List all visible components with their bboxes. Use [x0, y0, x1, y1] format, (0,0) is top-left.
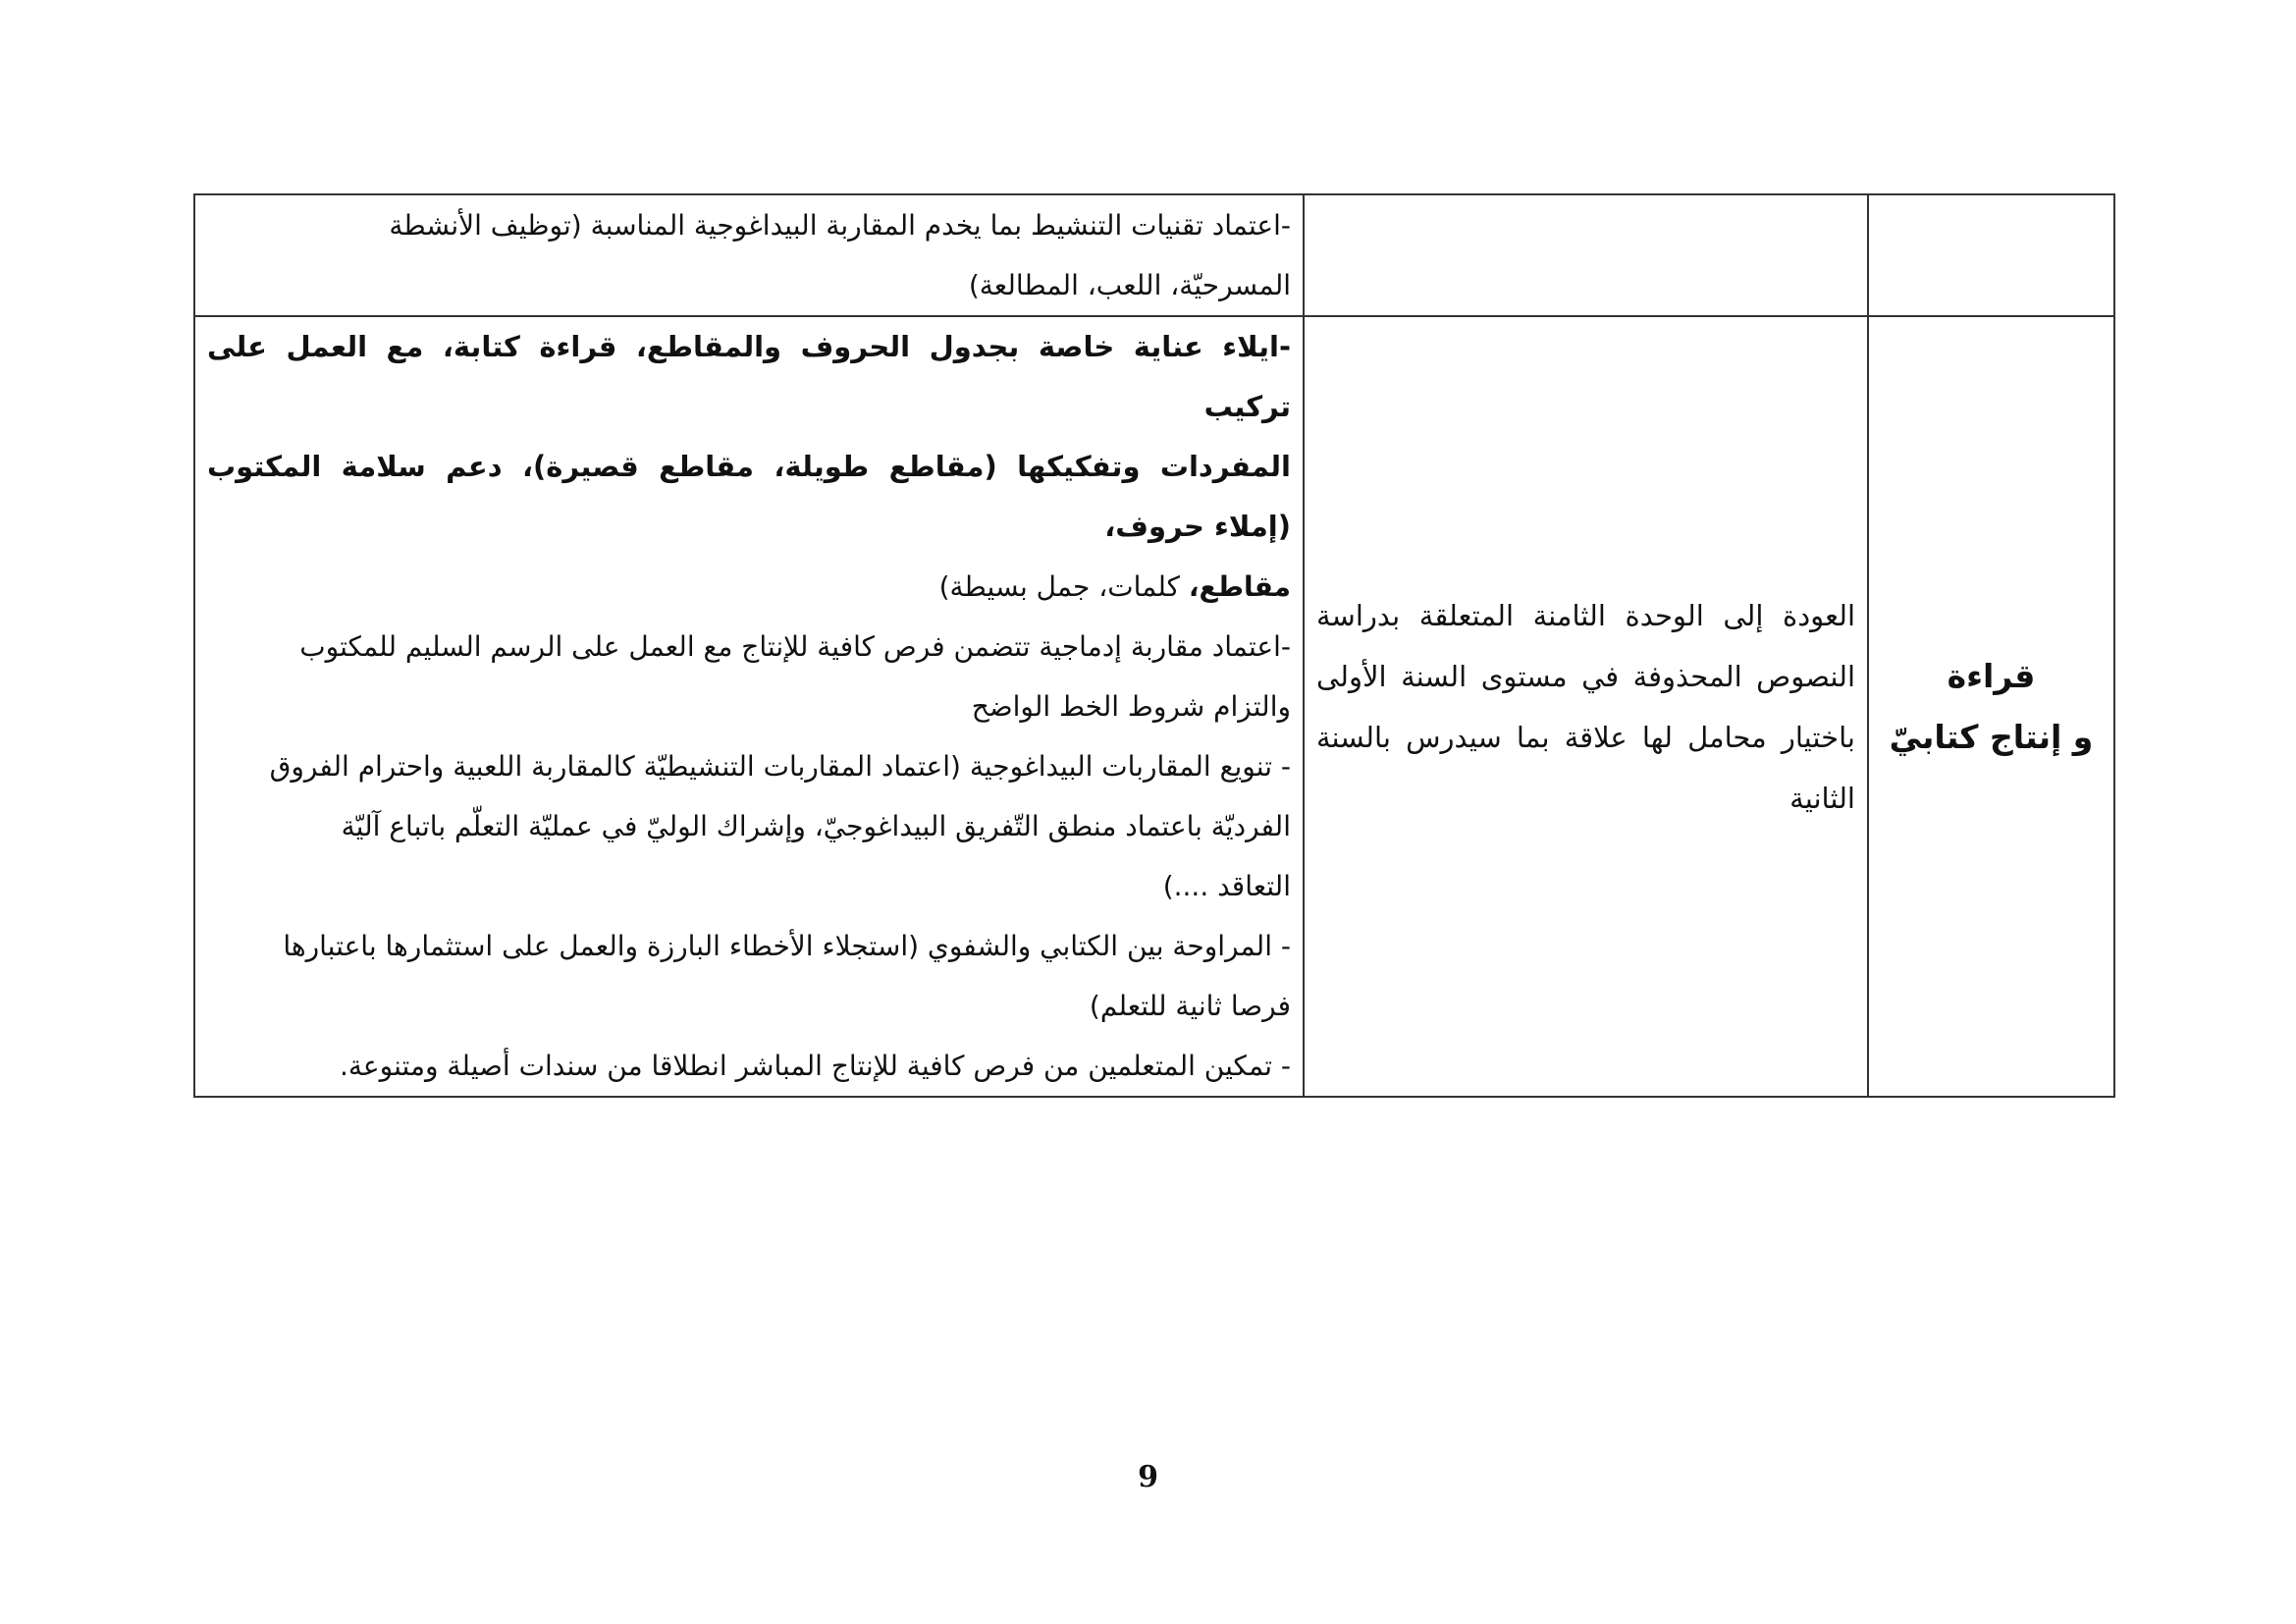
remedy-line: والتزام شروط الخط الواضح	[971, 690, 1291, 723]
content-cell: العودة إلى الوحدة الثامنة المتعلقة بدراسة النصوص المحذوفة في مستوى السنة الأولى باختيار محامل لها علاقة بما سيدرس بالسنة الثانية	[1304, 316, 1868, 1097]
subject-cell-empty	[1868, 194, 2114, 316]
subject-cell	[1868, 316, 2114, 1097]
remedy-line: فرصا ثانية للتعلم)	[1089, 990, 1291, 1022]
remedy-line: -ايلاء عناية خاصة بجدول الحروف والمقاطع، قراءة كتابة، مع العمل على تركيب	[207, 330, 1291, 423]
content-cell-empty	[1304, 194, 1868, 316]
remedy-line: المسرحيّة، اللعب، المطالعة)	[968, 269, 1291, 301]
table-row	[194, 316, 2114, 1097]
remedy-line: الفرديّة باعتماد منطق التّفريق البيداغوجيّ، وإشراك الوليّ في عمليّة التعلّم باتباع آليّة	[341, 810, 1291, 842]
subject-subtitle: و إنتاج كتابيّ	[1889, 717, 2094, 756]
remedy-line: - المراوحة بين الكتابي والشفوي (استجلاء الأخطاء البارزة والعمل على استثمارها باعتبارها	[283, 930, 1291, 962]
subject-title: قراءة	[1947, 656, 2036, 695]
table-row	[194, 194, 2114, 316]
remedy-cell	[194, 316, 1304, 1097]
remedy-line: -اعتماد تقنيات التنشيط بما يخدم المقاربة البيداغوجية المناسبة (توظيف الأنشطة	[389, 209, 1291, 242]
remedy-bold-word: مقاطع،	[1188, 570, 1291, 603]
remedy-line: - تنويع المقاربات البيداغوجية (اعتماد المقاربات التنشيطيّة كالمقاربة اللعبية واحترام الفروق	[269, 750, 1291, 783]
remedy-line: -اعتماد مقاربة إدماجية تتضمن فرص كافية للإنتاج مع العمل على الرسم السليم للمكتوب	[299, 630, 1291, 663]
remedy-line: - تمكين المتعلمين من فرص كافية للإنتاج المباشر انطلاقا من سندات أصيلة ومتنوعة.	[340, 1050, 1291, 1082]
remedy-line: التعاقد ....)	[1162, 870, 1291, 902]
remedy-cell	[194, 194, 1304, 316]
remediation-table	[193, 193, 2115, 1098]
remedy-line-rest: كلمات، جمل بسيطة)	[938, 570, 1189, 603]
remedy-line: المفردات وتفكيكها (مقاطع طويلة، مقاطع قصيرة)، دعم سلامة المكتوب (إملاء حروف،	[207, 450, 1291, 543]
page-number: 9	[1138, 1460, 1158, 1494]
remedy-line	[207, 557, 1291, 617]
